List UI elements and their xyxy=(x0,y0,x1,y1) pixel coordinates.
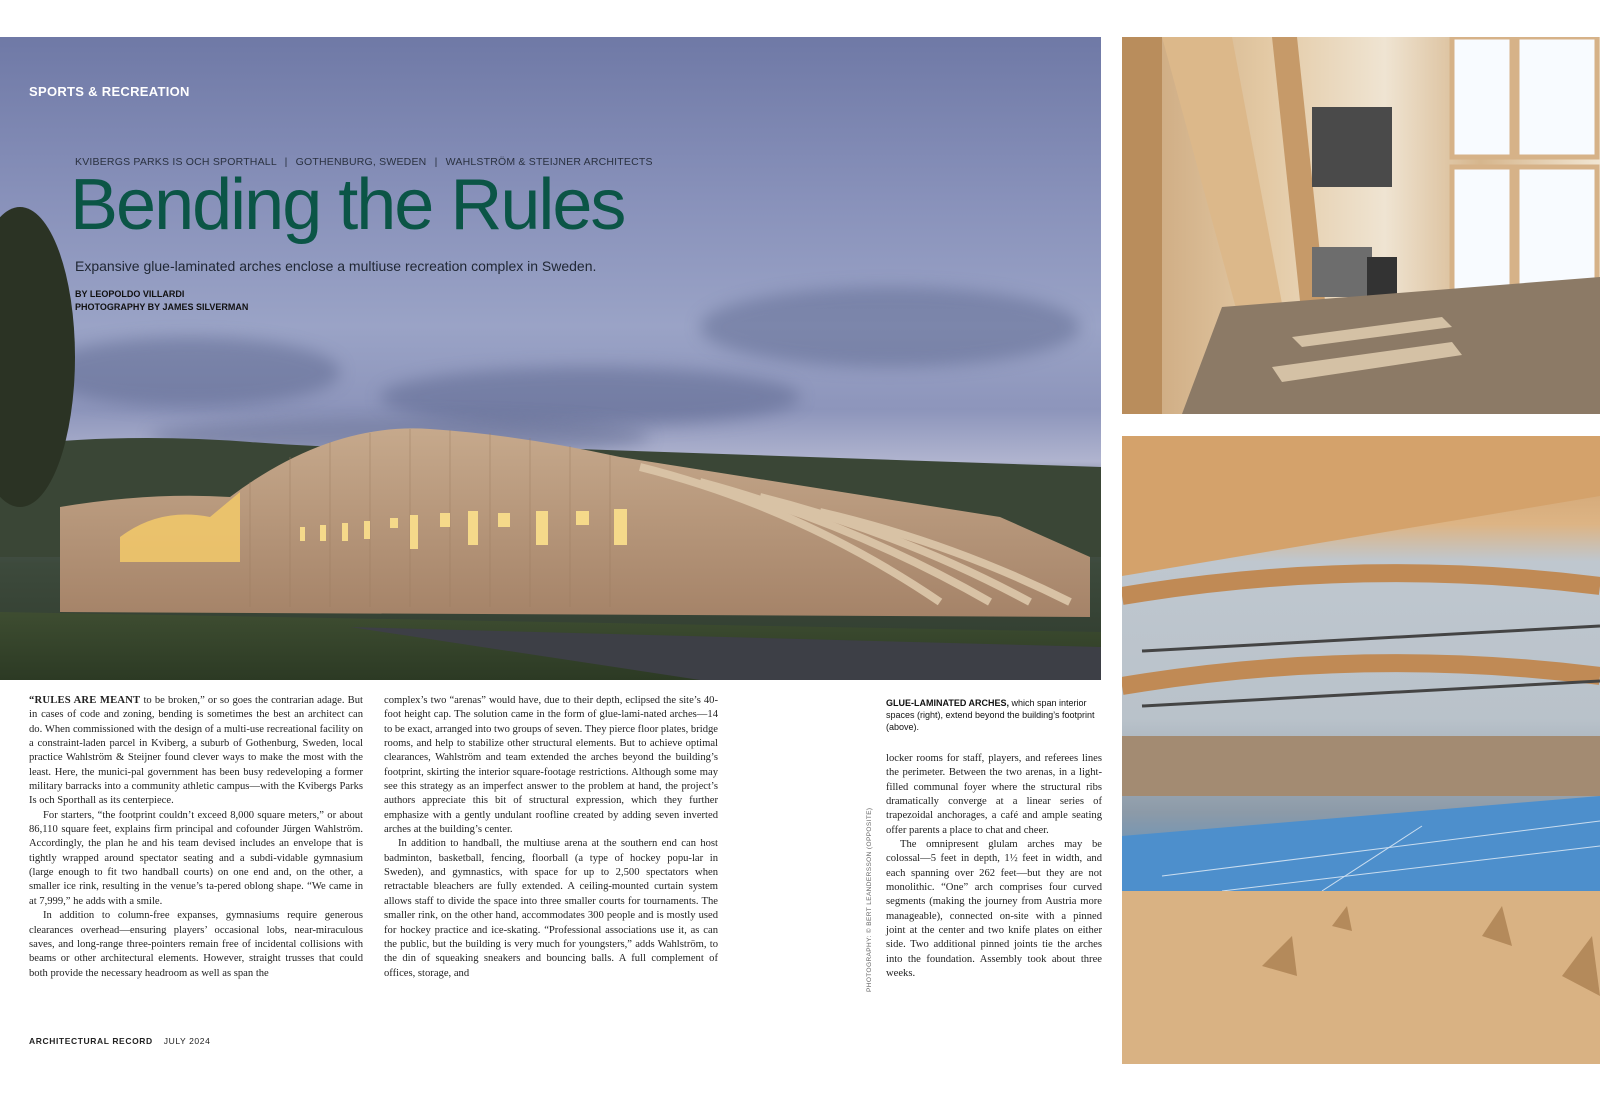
body-paragraph: In addition to handball, the multiuse arena at the southern end can host badminton, basketball, fencing, floorball (a type of hockey popu-lar in Sweden), and gymnastics, with space for up to 2,500 spectators when retractable bleachers are fully extended. A ceiling-mounted curtain system allows staff to divide the space into three smaller courts for tournaments. The smaller rink, on the other hand, accommodates 300 people and is mostly used for hockey practice and ice-skating. “Professional associations use it, as can the public, but the building is very much for youngsters,” adds Wahlström, to the din of squeaking sneakers and bouncing balls. A full complement of offices, storage, and xyxy=(384,838,718,979)
body-paragraph xyxy=(29,694,363,809)
body-text: to be broken,” or so goes the contrarian adage. But in cases of code and zoning, bending is sometimes the best an architect can do. When commissioned with the design of a multi-use recreational facility on a constraint-laden parcel in Kviberg, a suburb of Gothenburg, Sweden, local practice Wahlström & Steijner found clever ways to make the most with the least. Here, the munici-pal government has been busy redeveloping a former military barracks into a community athletic campus—with the Kvibergs Parks Is och Sporthall as its centerpiece. xyxy=(29,695,363,807)
kicker-location: GOTHENBURG, SWEDEN xyxy=(295,156,427,168)
body-paragraph: complex’s two “arenas” would have, due to their depth, eclipsed the site’s 40-foot height cap. The solution came in the form of glue-lami-nated arches—14 to be exact, arranged into two groups of seven. They pierce floor plates, bridge rooms, and help to stabilize other structural elements. But to achieve optimal clearances, Wahlström and team extended the arches beyond the building’s footprint, skirting the interior square-footage restrictions. Although some may see this strategy as an imperfect answer to the problem at hand, the project’s authors appreciate this bit of structural expression, which they further emphasize with a gently undulant roofline created by adding seven inverted arches at the building’s center. xyxy=(384,695,718,836)
hero-photo xyxy=(0,37,1101,680)
lead-caps: “RULES ARE MEANT xyxy=(29,695,141,706)
caption-text: which span interior spaces (right), extend beyond the building’s footprint (above). xyxy=(886,698,1095,732)
section-label: SPORTS & RECREATION xyxy=(29,84,190,99)
kicker-project: KVIBERGS PARKS IS OCH SPORTHALL xyxy=(75,156,277,168)
body-column-1 xyxy=(29,694,363,981)
body-paragraph: For starters, “the footprint couldn’t exceed 8,000 square meters,” or about 86,110 square feet, explains firm principal and cofounder Jürgen Wahlström. Accordingly, the plan he and his team devised includes an envelope that is tightly wrapped around spectator seating and a subdi-vidable gymnasium (large enough to fit two handball courts) on one end and, on the other, a smaller ice rink, resulting in the venue’s ta-pered oblong shape. “We came in at 7,999,” he adds with a smile. xyxy=(29,809,363,907)
body-paragraph: The omnipresent glulam arches may be colossal—5 feet in depth, 1½ feet in width, and each spanning over 262 feet—but they are not monolithic. “One” arch comprises four curved segments (making the journey from Austria more manageable), connected on-site with a pinned joint at the center and two knife plates on either side. Two additional pinned joints tie the arches into the foundation. Assembly took about three weeks. xyxy=(886,839,1102,980)
headline: Bending the Rules xyxy=(70,165,625,245)
body-column-3 xyxy=(886,752,1102,982)
byline-author: BY LEOPOLDO VILLARDI xyxy=(75,289,185,299)
byline-photography: PHOTOGRAPHY BY JAMES SILVERMAN xyxy=(75,302,249,312)
atrium-photo xyxy=(1122,37,1600,414)
caption-lead: GLUE-LAMINATED ARCHES, xyxy=(886,698,1009,708)
sports-hall-illustration xyxy=(0,37,1101,680)
photo-caption xyxy=(886,697,1102,733)
kicker-separator: | xyxy=(434,156,438,168)
issue-date: JULY 2024 xyxy=(163,1036,211,1046)
photo-credit: PHOTOGRAPHY: © BERT LEANDERSSON (OPPOSITE) xyxy=(866,807,873,992)
kicker-separator: | xyxy=(284,156,288,168)
arena-illustration xyxy=(1122,436,1600,1064)
body-paragraph: locker rooms for staff, players, and referees lines the perimeter. Between the two arenas, in a light-filled communal foyer where the structural ribs dramatically converge at a linear series of trapezoidal anchorages, a café and ample seating offer parents a place to chat and cheer. xyxy=(886,753,1102,836)
atrium-illustration xyxy=(1122,37,1600,414)
body-paragraph: In addition to column-free expanses, gymnasiums require generous clearances overhead—ensuring players’ occasional lobs, near-miraculous saves, and long-range three-pointers remain free of incidental collisions with beams or other architectural elements. However, straight trusses that could both provide the necessary headroom as well as span the xyxy=(29,910,363,979)
page-footer xyxy=(29,1036,210,1046)
arena-photo xyxy=(1122,436,1600,1064)
dek: Expansive glue-laminated arches enclose a multiuse recreation complex in Sweden. xyxy=(75,258,597,274)
magazine-name: ARCHITECTURAL RECORD xyxy=(29,1036,153,1046)
body-column-2 xyxy=(384,694,718,981)
kicker-architect: WAHLSTRÖM & STEIJNER ARCHITECTS xyxy=(445,156,653,168)
byline xyxy=(75,288,248,314)
